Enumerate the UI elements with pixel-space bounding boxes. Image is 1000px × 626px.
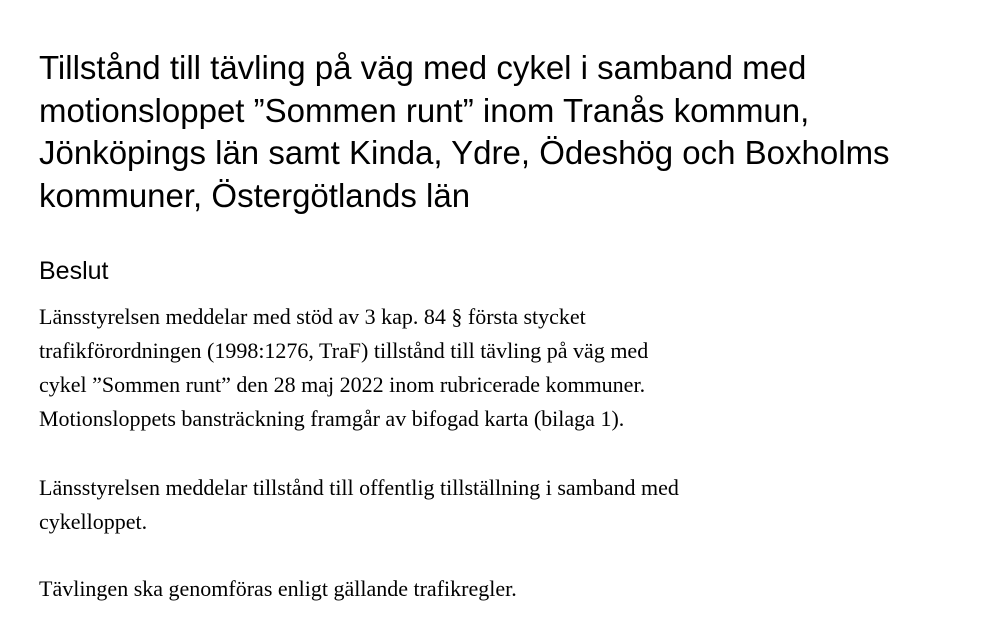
title-line: Jönköpings län samt Kinda, Ydre, Ödeshög och Boxholms — [39, 134, 890, 171]
paragraph-line: Tävlingen ska genomföras enligt gällande trafikregler. — [39, 576, 517, 601]
paragraph-line: Länsstyrelsen meddelar tillstånd till offentlig tillställning i samband med — [39, 475, 679, 500]
paragraph-public-event — [39, 471, 679, 539]
paragraph-line: trafikförordningen (1998:1276, TraF) tillstånd till tävling på väg med — [39, 338, 649, 363]
section-heading-beslut: Beslut — [39, 257, 109, 285]
title-line: Tillstånd till tävling på väg med cykel i samband med — [39, 49, 807, 86]
paragraph-decision — [39, 300, 648, 436]
document-title — [39, 47, 890, 217]
paragraph-line: cykel ”Sommen runt” den 28 maj 2022 inom rubricerade kommuner. — [39, 372, 646, 397]
paragraph-line: Länsstyrelsen meddelar med stöd av 3 kap. 84 § första stycket — [39, 304, 586, 329]
paragraph-line: cykelloppet. — [39, 509, 148, 534]
title-line: kommuner, Östergötlands län — [39, 176, 471, 214]
paragraph-line: Motionsloppets bansträckning framgår av bifogad karta (bilaga 1). — [39, 406, 625, 431]
title-line: motionsloppet ”Sommen runt” inom Tranås kommun, — [39, 91, 810, 129]
paragraph-traffic-rules — [39, 572, 517, 606]
